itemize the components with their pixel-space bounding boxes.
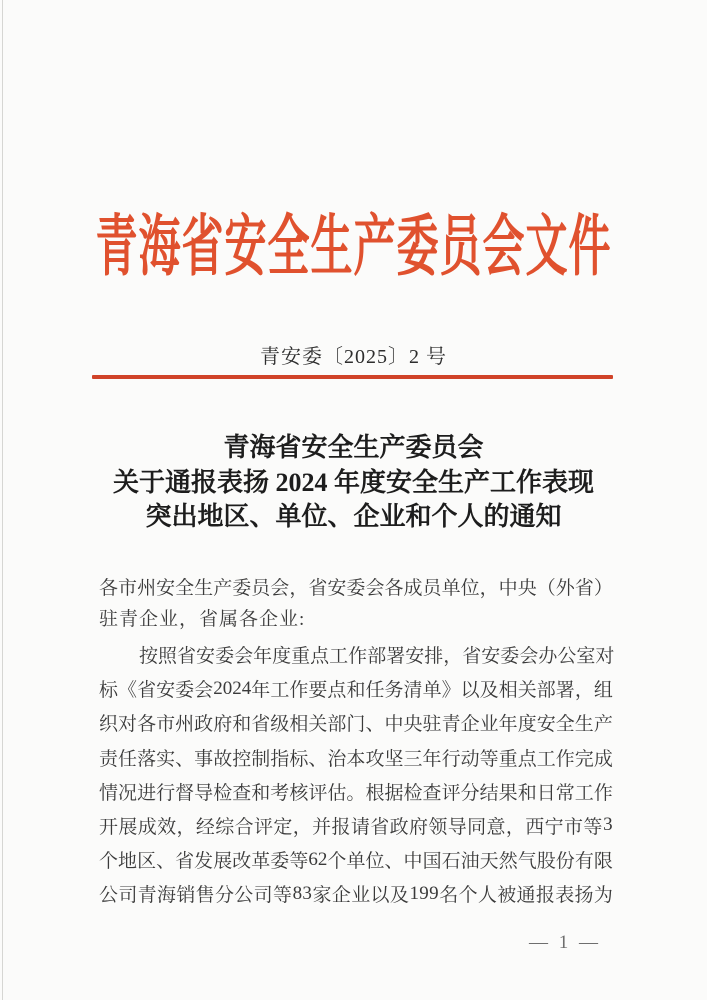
body-line: 个 地 区 、 省 发 展 改 革 委 等 6 2 个 单 位 、 中 国 石 油 天 然 气 股 份 有 限: [99, 848, 613, 873]
document-title-line-1: 青海省安全生产委员会: [223, 433, 484, 462]
red-divider-line: [92, 375, 613, 379]
body-line: 按 照 省 安 委 会 年 度 重 点 工 作 部 署 安 排 ， 省 安 委 会 办 公 室 对: [139, 645, 615, 667]
scan-page-edge: [2, 0, 3, 1000]
body-line: 标 《 省 安 委 会 2 0 2 4 年 工 作 要 点 和 任 务 清 单 》 以 及 相 关 部 署 ， 组: [99, 677, 613, 702]
body-line: 开 展 成 效 ， 经 综 合 评 定 ， 并 报 请 省 政 府 领 导 同 意 ， 西 宁 市 等 3: [99, 814, 613, 838]
document-title-line-3: 突出地区、单位、企业和个人的通知: [145, 502, 562, 531]
letterhead: [0, 194, 707, 290]
page-number: — 1 —: [529, 932, 601, 953]
body-line: 各 市 州 安 全 生 产 委 员 会 ， 省 安 委 会 各 成 员 单 位 ， 中 央 （ 外 省 ）: [99, 577, 613, 599]
body-line: 驻青企业，省属各企业:: [99, 609, 306, 631]
body-text: [99, 569, 613, 911]
letterhead-title: 青海省安全生产委员会文件: [95, 211, 612, 285]
document-title: [40, 431, 667, 535]
document-title-line-2: 关于通报表扬 2024 年度安全生产工作表现: [112, 467, 594, 497]
body-line: 情 况 进 行 督 导 检 查 和 考 核 评 估 。 根 据 检 查 评 分 结 果 和 日 常 工 作: [99, 782, 613, 804]
body-line: 责 任 落 实 、 事 故 控 制 指 标 、 治 本 攻 坚 三 年 行 动 等 重 点 工 作 完 成: [99, 748, 613, 770]
document-number: 青安委〔2025〕2 号: [260, 346, 447, 368]
body-line: 公 司 青 海 销 售 分 公 司 等 8 3 家 企 业 以 及 1 9 9 名 个 人 被 通 报 表 扬 为: [99, 882, 613, 907]
body-line: 织 对 各 市 州 政 府 和 省 级 相 关 部 门 、 中 央 驻 青 企 业 年 度 安 全 生 产: [99, 714, 613, 736]
